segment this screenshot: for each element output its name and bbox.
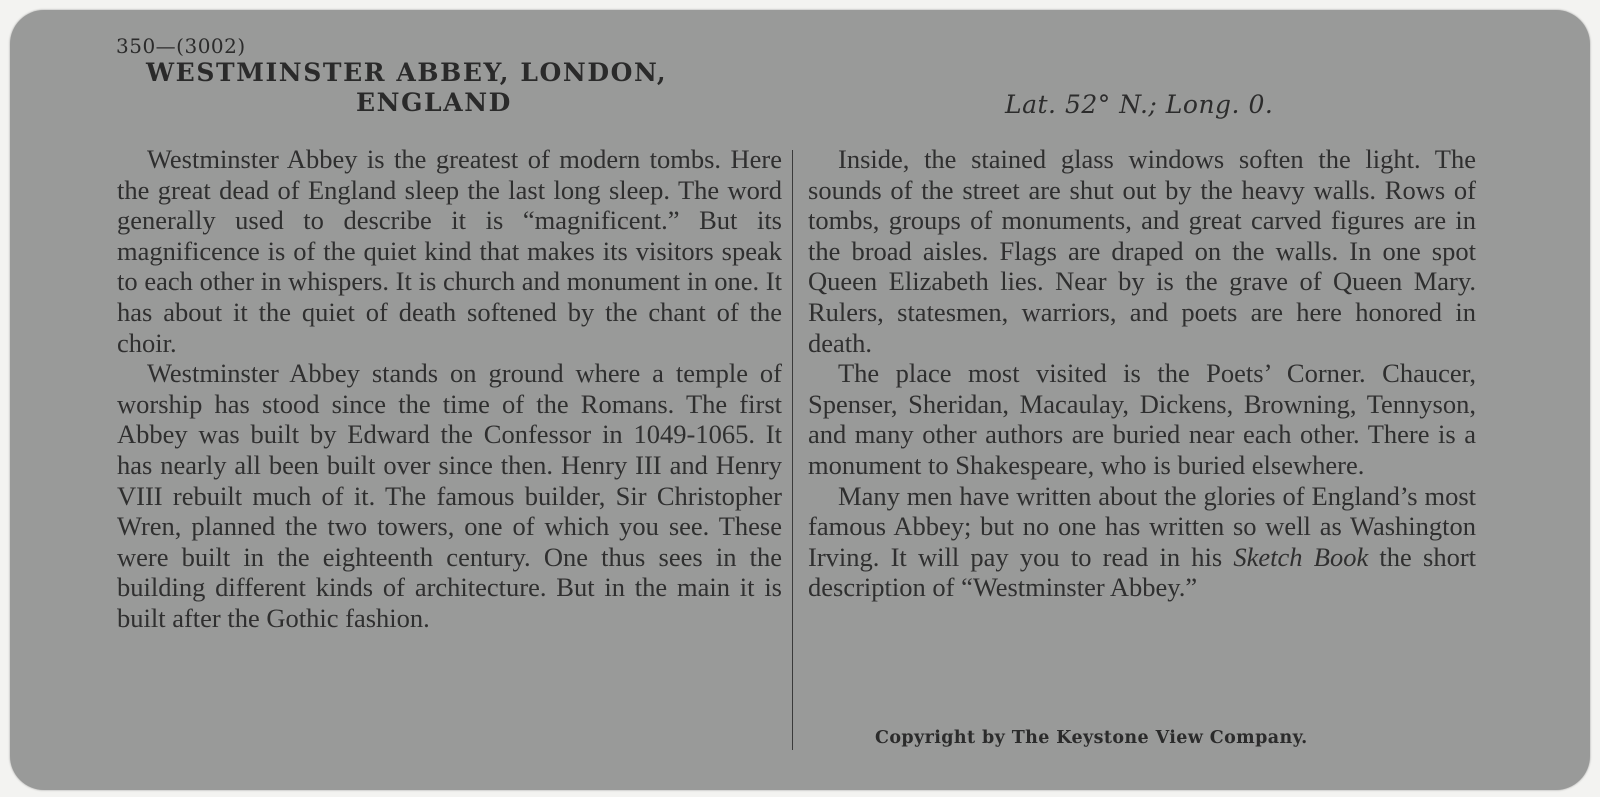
column-divider bbox=[792, 150, 793, 750]
copyright-notice: Copyright by The Keystone View Company. bbox=[875, 728, 1308, 748]
title-line-2: ENGLAND bbox=[356, 88, 512, 117]
right-paragraph-2: The place most visited is the Poets’ Corner. Chaucer, Spenser, Sheridan, Macaulay, Dickens, Browning, Tennyson, and many other authors are buried near each other. There is a monument to Shakespeare, who is buried elsewhere. bbox=[808, 358, 1476, 480]
title-line-1: WESTMINSTER ABBEY, LONDON, bbox=[146, 58, 668, 87]
lat-long: Lat. 52° N.; Long. 0. bbox=[1005, 90, 1274, 119]
stereoview-card bbox=[10, 10, 1590, 790]
right-paragraph-3-text-b: the short description of “Westminster Abbey.” bbox=[808, 541, 1477, 603]
right-column bbox=[808, 144, 1476, 603]
sketch-book-title: Sketch Book bbox=[1233, 541, 1369, 572]
right-paragraph-3-text-a: Many men have written about the glories of England’s most famous Abbey; but no one has written so well as Washington Irving. It will pay you to read in his bbox=[808, 480, 1476, 572]
card-title bbox=[146, 58, 786, 118]
left-paragraph-2: Westminster Abbey stands on ground where a temple of worship has stood since the time of the Romans. The first Abbey was built by Edward the Confessor in 1049-1065. It has nearly all been built over since then. Henry III and Henry VIII rebuilt much of it. The famous builder, Sir Christopher Wren, planned the two towers, one of which you see. These were built in the eighteenth century. One thus sees in the building different kinds of architecture. But in the main it is built after the Gothic fashion. bbox=[117, 358, 782, 633]
right-paragraph-3 bbox=[808, 481, 1476, 603]
right-paragraph-1: Inside, the stained glass windows soften the light. The sounds of the street are shut out by the heavy walls. Rows of tombs, groups of monuments, and great carved figures are in the broad aisles. Flags are draped on the walls. In one spot Queen Elizabeth lies. Near by is the grave of Queen Mary. Rulers, statesmen, warriors, and poets are here honored in death. bbox=[808, 144, 1476, 358]
catalog-number: 350—(3002) bbox=[116, 34, 246, 58]
left-column bbox=[117, 144, 782, 634]
left-paragraph-1: Westminster Abbey is the greatest of modern tombs. Here the great dead of England sleep the last long sleep. The word generally used to describe it is “magnificent.” But its magnificence is of the quiet kind that makes its visitors speak to each other in whispers. It is church and monument in one. It has about it the quiet of death softened by the chant of the choir. bbox=[117, 144, 782, 358]
